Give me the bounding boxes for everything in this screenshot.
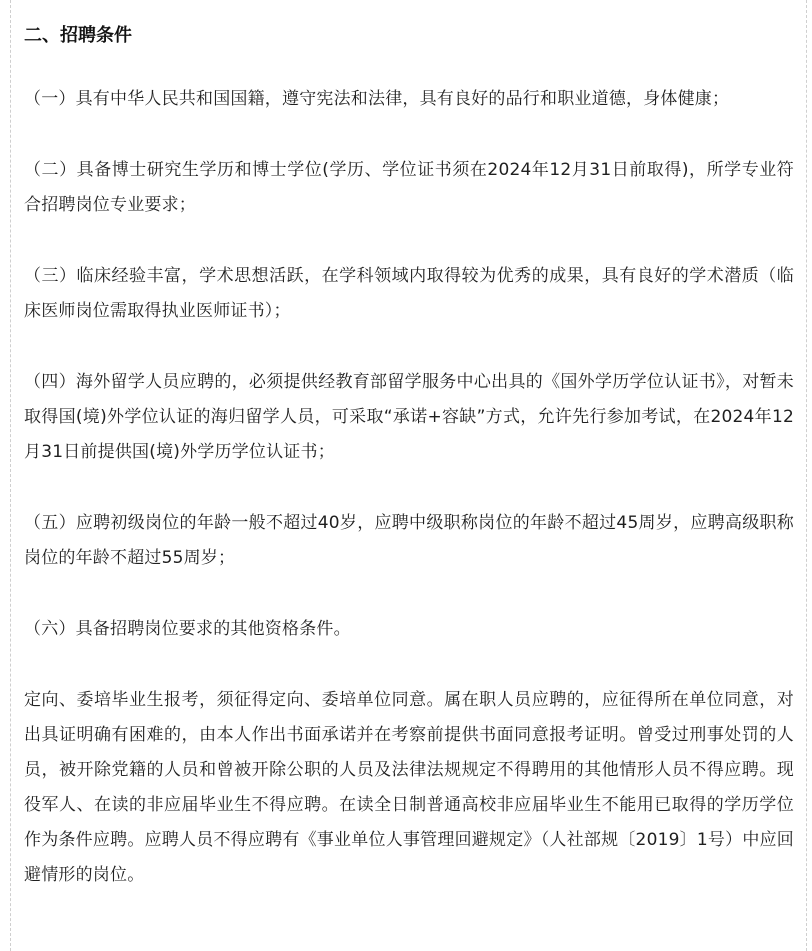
- paragraph-other: （六）具备招聘岗位要求的其他资格条件。: [24, 619, 351, 639]
- section-heading: 二、招聘条件: [24, 25, 132, 46]
- paragraph-experience: （三）临床经验丰富，学术思想活跃，在学科领域内取得较为优秀的成果，具有良好的学术潜质（临床医师岗位需取得执业医师证书）；: [24, 266, 794, 321]
- paragraph-degree: （二）具备博士研究生学历和博士学位(学历、学位证书须在2024年12月31日前取得)，所学专业符合招聘岗位专业要求；: [24, 160, 794, 215]
- paragraph-nationality: （一）具有中华人民共和国国籍，遵守宪法和法律，具有良好的品行和职业道德，身体健康；: [24, 89, 730, 109]
- paragraph-overseas: （四）海外留学人员应聘的，必须提供经教育部留学服务中心出具的《国外学历学位认证书》，对暂未取得国(境)外学位认证的海归留学人员，可采取“承诺+容缺”方式，允许先行参加考试，在2024年12月31日前提供国(境)外学历学位认证书；: [24, 372, 794, 462]
- article-content: [24, 18, 794, 893]
- paragraph-age: （五）应聘初级岗位的年龄一般不超过40岁，应聘中级职称岗位的年龄不超过45周岁，应聘高级职称岗位的年龄不超过55周岁；: [24, 513, 794, 568]
- paragraph-notes: 定向、委培毕业生报考，须征得定向、委培单位同意。属在职人员应聘的，应征得所在单位同意，对出具证明确有困难的，由本人作出书面承诺并在考察前提供书面同意报考证明。曾受过刑事处罚的人员，被开除党籍的人员和曾被开除公职的人员及法律法规规定不得聘用的其他情形人员不得应聘。现役军人、在读的非应届毕业生不得应聘。在读全日制普通高校非应届毕业生不能用已取得的学历学位作为条件应聘。应聘人员不得应聘有《事业单位人事管理回避规定》（人社部规〔2019〕1号）中应回避情形的岗位。: [24, 690, 794, 885]
